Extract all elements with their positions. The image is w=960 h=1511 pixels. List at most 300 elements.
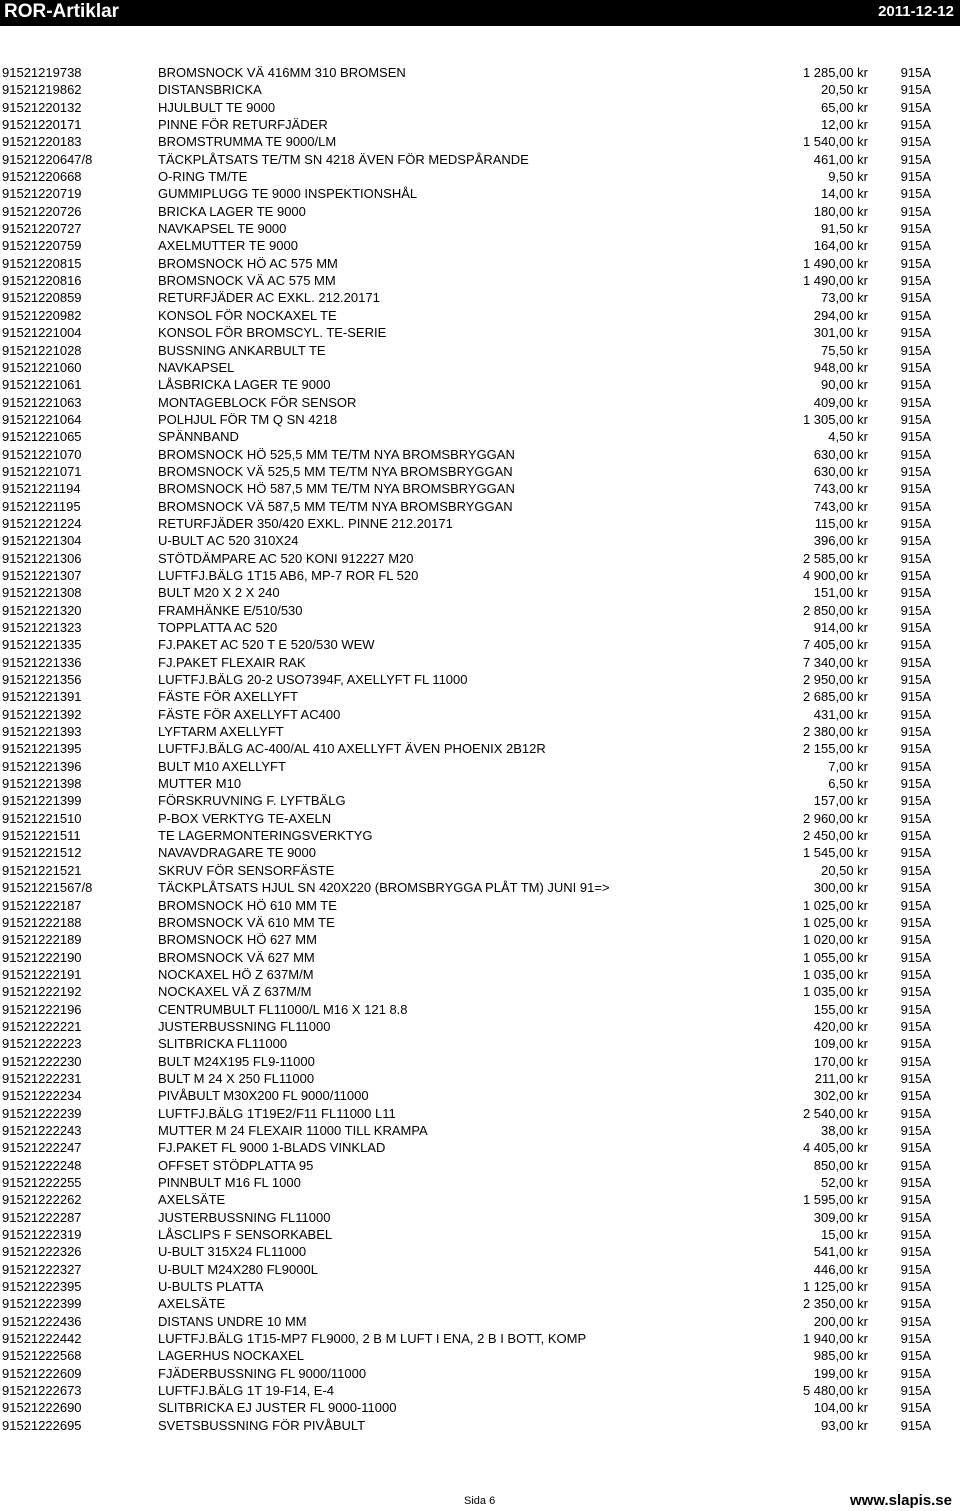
list-item [0,394,960,411]
list-item [0,237,960,254]
article-description: TÄCKPLÅTSATS TE/TM SN 4218 ÄVEN FÖR MEDSPÅRANDE [158,151,529,167]
article-description: FJÄDERBUSSNING FL 9000/11000 [158,1365,367,1381]
article-price: 2 960,00 kr [802,810,868,826]
article-description: GUMMIPLUGG TE 9000 INSPEKTIONSHÅL [158,186,418,202]
article-code: 915A [900,828,931,844]
article-description: BROMSNOCK VÄ 610 MM TE [158,914,335,930]
article-price: 157,00 kr [813,793,868,809]
article-price: 1 125,00 kr [802,1279,868,1295]
article-price: 302,00 kr [813,1088,868,1104]
article-code: 915A [900,1209,931,1225]
article-description: NAVKAPSEL [158,359,235,375]
article-number: 91521221194 [2,481,81,497]
article-description: LÅSBRICKA LAGER TE 9000 [158,377,331,393]
article-number: 91521221224 [2,515,82,531]
article-code: 915A [900,1365,931,1381]
article-price: 2 450,00 kr [802,828,868,844]
article-description: BROMSNOCK VÄ AC 575 MM [158,273,336,289]
article-number: 91521220815 [2,255,82,271]
article-number: 91521222609 [2,1365,82,1381]
list-item [0,1313,960,1330]
article-price: 75,50 kr [821,342,868,358]
article-code: 915A [900,342,931,358]
article-price: 109,00 kr [813,1036,868,1052]
article-price: 52,00 kr [821,1175,868,1190]
article-number: 91521220726 [2,203,82,219]
article-code: 915A [900,1383,931,1399]
article-number: 91521221060 [2,359,82,375]
article-number: 91521222436 [2,1313,82,1329]
article-number: 91521220668 [2,169,82,185]
article-code: 915A [900,498,931,514]
article-description: BROMSNOCK VÄ 627 MM [158,949,315,965]
list-item [0,862,960,879]
article-code: 915A [900,862,931,878]
article-number: 91521222191 [2,966,82,982]
article-description: DISTANSBRICKA [158,82,262,98]
article-number: 91521221061 [2,377,82,393]
list-item [0,185,960,202]
article-price: 446,00 kr [813,1261,868,1277]
article-description: BULT M 24 X 250 FL11000 [158,1070,315,1086]
article-code: 915A [900,169,931,185]
article-number: 91521221511 [2,828,81,844]
article-price: 630,00 kr [813,463,868,479]
list-item [0,550,960,567]
list-item [0,897,960,914]
article-price: 211,00 kr [814,1070,868,1086]
article-price: 4,50 kr [828,429,868,445]
article-code: 915A [900,1192,931,1208]
article-description: SLITBRICKA EJ JUSTER FL 9000-11000 [158,1400,397,1416]
article-code: 915A [900,203,931,219]
article-code: 915A [900,758,931,774]
article-number: 91521222188 [2,914,82,930]
article-number: 91521221398 [2,776,82,792]
article-number: 91521222221 [2,1018,82,1034]
article-number: 91521222326 [2,1244,82,1260]
article-number: 91521222187 [2,897,82,913]
article-number: 91521221335 [2,637,82,653]
list-item [0,307,960,324]
article-description: AXELSÄTE [158,1192,226,1208]
article-price: 65,00 kr [821,99,868,115]
article-description: PIVÅBULT M30X200 FL 9000/11000 [158,1088,369,1104]
article-code: 915A [900,1140,931,1156]
article-description: LUFTFJ.BÄLG 1T 19-F14, E-4 [158,1383,335,1399]
list-item [0,81,960,98]
list-item [0,1209,960,1226]
article-code: 915A [900,1105,931,1121]
article-code: 915A [900,880,931,896]
article-number: 91521221510 [2,810,82,826]
article-price: 1 305,00 kr [802,411,868,427]
article-price: 1 035,00 kr [802,966,868,982]
article-number: 91521222327 [2,1261,82,1277]
list-item [0,324,960,341]
article-description: BROMSNOCK VÄ 416MM 310 BROMSEN [158,65,406,80]
list-item [0,654,960,671]
article-description: MONTAGEBLOCK FÖR SENSOR [158,394,357,410]
article-code: 915A [900,463,931,479]
article-description: FJ.PAKET FL 9000 1-BLADS VINKLAD [158,1140,386,1156]
article-description: LÅSCLIPS F SENSORKABEL [158,1227,333,1243]
article-price: 90,00 kr [821,377,868,393]
article-code: 915A [900,897,931,913]
article-number: 91521221306 [2,550,82,566]
article-number: 91521221004 [2,325,82,341]
article-description: STÖTDÄMPARE AC 520 KONI 912227 M20 [158,550,414,566]
article-description: RETURFJÄDER AC EXKL. 212.20171 [158,290,380,306]
article-code: 915A [900,65,931,80]
article-number: 91521222287 [2,1209,82,1225]
article-price: 1 285,00 kr [802,65,868,80]
article-number: 91521222196 [2,1001,82,1017]
list-item [0,1157,960,1174]
article-code: 915A [900,1088,931,1104]
article-price: 1 490,00 kr [802,273,868,289]
article-description: FÄSTE FÖR AXELLYFT [158,689,298,705]
article-number: 91521222192 [2,984,82,1000]
article-number: 91521222223 [2,1036,82,1052]
article-price: 91,50 kr [821,221,868,237]
list-item [0,446,960,463]
article-code: 915A [900,567,931,583]
article-price: 1 490,00 kr [802,255,868,271]
article-price: 164,00 kr [813,238,868,254]
article-number: 91521220816 [2,273,82,289]
article-description: SPÄNNBAND [158,429,239,445]
list-item [0,827,960,844]
article-code: 915A [900,394,931,410]
article-price: 200,00 kr [813,1313,868,1329]
article-number: 91521222247 [2,1140,82,1156]
article-description: P-BOX VERKTYG TE-AXELN [158,810,332,826]
list-item [0,463,960,480]
article-code: 915A [900,273,931,289]
article-number: 91521222230 [2,1053,82,1069]
article-price: 850,00 kr [813,1157,868,1173]
article-number: 91521222255 [2,1175,82,1190]
article-description: CENTRUMBULT FL11000/L M16 X 121 8.8 [158,1001,408,1017]
article-code: 915A [900,481,931,497]
article-description: BROMSNOCK VÄ 525,5 MM TE/TM NYA BROMSBRYGGAN [158,463,513,479]
article-number: 91521221070 [2,446,82,462]
list-item [0,1001,960,1018]
article-code: 915A [900,637,931,653]
list-item [0,1053,960,1070]
article-number: 91521220859 [2,290,82,306]
article-price: 743,00 kr [813,481,868,497]
article-description: SVETSBUSSNING FÖR PIVÅBULT [158,1417,366,1433]
article-description: HJULBULT TE 9000 [158,99,276,115]
list-item [0,116,960,133]
list-item [0,1243,960,1260]
list-item [0,133,960,150]
article-number: 91521221399 [2,793,82,809]
list-item [0,515,960,532]
article-description: BUSSNING ANKARBULT TE [158,342,326,358]
article-price: 1 020,00 kr [802,932,868,948]
article-description: O-RING TM/TE [158,169,248,185]
list-item [0,1382,960,1399]
article-number: 91521221393 [2,724,82,740]
article-price: 20,50 kr [821,82,868,98]
article-code: 915A [900,602,931,618]
article-code: 915A [900,1244,931,1260]
article-number: 91521221521 [2,862,82,878]
article-number: 91521222695 [2,1417,82,1433]
article-description: TÄCKPLÅTSATS HJUL SN 420X220 (BROMSBRYGGA PLÅT TM) JUNI 91=> [158,880,610,896]
article-number: 91521222319 [2,1227,82,1243]
article-code: 915A [900,793,931,809]
article-description: BROMSNOCK HÖ 610 MM TE [158,897,337,913]
article-price: 73,00 kr [821,290,868,306]
article-number: 91521220982 [2,307,82,323]
article-number: 91521221063 [2,394,82,410]
article-description: NAVKAPSEL TE 9000 [158,221,287,237]
article-code: 915A [900,1313,931,1329]
article-price: 294,00 kr [813,307,868,323]
article-price: 20,50 kr [821,862,868,878]
article-price: 7 405,00 kr [802,637,868,653]
article-code: 915A [900,845,931,861]
list-item [0,602,960,619]
article-number: 91521221071 [2,463,82,479]
list-item [0,1105,960,1122]
list-item [0,203,960,220]
article-price: 2 950,00 kr [802,672,868,688]
list-item [0,99,960,116]
article-code: 915A [900,932,931,948]
article-price: 180,00 kr [813,203,868,219]
article-price: 2 685,00 kr [802,689,868,705]
article-code: 915A [900,1122,931,1138]
article-code: 915A [900,186,931,202]
article-code: 915A [900,1331,931,1347]
article-description: PINNBULT M16 FL 1000 [158,1175,301,1190]
article-description: BROMSNOCK HÖ 587,5 MM TE/TM NYA BROMSBRYGGAN [158,481,515,497]
article-code: 915A [900,1279,931,1295]
article-price: 1 025,00 kr [802,914,868,930]
article-code: 915A [900,134,931,150]
article-description: NAVAVDRAGARE TE 9000 [158,845,316,861]
article-number: 91521222262 [2,1192,82,1208]
article-code: 915A [900,1157,931,1173]
article-number: 91521220132 [2,99,82,115]
article-number: 91521221392 [2,706,82,722]
article-price: 115,00 kr [814,515,868,531]
article-price: 9,50 kr [828,169,868,185]
article-description: BULT M20 X 2 X 240 [158,585,280,601]
article-number: 91521222243 [2,1122,82,1138]
article-description: FJ.PAKET FLEXAIR RAK [158,654,306,670]
article-price: 1 035,00 kr [802,984,868,1000]
article-code: 915A [900,429,931,445]
list-item [0,671,960,688]
list-item [0,619,960,636]
list-item [0,1365,960,1382]
article-price: 7 340,00 kr [802,654,868,670]
article-code: 915A [900,411,931,427]
article-description: NOCKAXEL VÄ Z 637M/M [158,984,312,1000]
list-item [0,740,960,757]
list-item [0,567,960,584]
article-price: 14,00 kr [821,186,868,202]
article-number: 91521221304 [2,533,82,549]
list-item [0,1139,960,1156]
list-item [0,1174,960,1191]
article-code: 915A [900,325,931,341]
article-code: 915A [900,776,931,792]
article-price: 301,00 kr [813,325,868,341]
article-price: 985,00 kr [813,1348,868,1364]
list-item [0,775,960,792]
article-price: 93,00 kr [821,1417,868,1433]
list-item [0,1070,960,1087]
list-item [0,1278,960,1295]
article-price: 170,00 kr [813,1053,868,1069]
article-code: 915A [900,689,931,705]
list-item [0,64,960,81]
article-description: SKRUV FÖR SENSORFÄSTE [158,862,335,878]
article-price: 2 850,00 kr [802,602,868,618]
article-number: 91521221195 [2,498,81,514]
article-price: 4 900,00 kr [802,567,868,583]
article-price: 6,50 kr [828,776,868,792]
list-item [0,758,960,775]
article-description: LUFTFJ.BÄLG 20-2 USO7394F, AXELLYFT FL 11000 [158,672,468,688]
article-code: 915A [900,984,931,1000]
list-item [0,342,960,359]
article-number: 91521221336 [2,654,82,670]
article-price: 300,00 kr [813,880,868,896]
article-description: LUFTFJ.BÄLG 1T19E2/F11 FL11000 L11 [158,1105,396,1121]
article-description: MUTTER M 24 FLEXAIR 11000 TILL KRAMPA [158,1122,428,1138]
article-number: 91521221028 [2,342,82,358]
article-price: 199,00 kr [813,1365,868,1381]
article-number: 91521219738 [2,65,82,80]
article-code: 915A [900,1400,931,1416]
list-item [0,792,960,809]
list-item [0,220,960,237]
article-description: AXELMUTTER TE 9000 [158,238,298,254]
article-code: 915A [900,914,931,930]
article-price: 914,00 kr [813,620,868,635]
article-price: 461,00 kr [813,151,868,167]
article-description: LUFTFJ.BÄLG 1T15-MP7 FL9000, 2 B M LUFT I ENA, 2 B I BOTT, KOMP [158,1331,587,1347]
article-description: TOPPLATTA AC 520 [158,620,278,635]
article-price: 396,00 kr [813,533,868,549]
article-number: 91521222234 [2,1088,82,1104]
article-code: 915A [900,359,931,375]
article-price: 2 540,00 kr [802,1105,868,1121]
list-item [0,706,960,723]
article-price: 1 545,00 kr [802,845,868,861]
article-number: 91521221356 [2,672,82,688]
list-item [0,1295,960,1312]
list-item [0,255,960,272]
article-list [0,64,960,1434]
list-item [0,1417,960,1434]
article-description: JUSTERBUSSNING FL11000 [158,1209,331,1225]
list-item [0,1226,960,1243]
list-item [0,949,960,966]
list-item [0,810,960,827]
article-code: 915A [900,82,931,98]
article-price: 420,00 kr [813,1018,868,1034]
article-code: 915A [900,966,931,982]
article-price: 948,00 kr [813,359,868,375]
article-number: 91521222442 [2,1331,82,1347]
article-price: 2 380,00 kr [802,724,868,740]
list-item [0,723,960,740]
article-number: 91521220759 [2,238,82,254]
article-code: 915A [900,99,931,115]
article-description: FÄSTE FÖR AXELLYFT AC400 [158,706,341,722]
article-number: 91521220719 [2,186,82,202]
list-item [0,289,960,306]
list-item [0,983,960,1000]
article-price: 7,00 kr [828,758,868,774]
list-item [0,1122,960,1139]
article-code: 915A [900,377,931,393]
article-price: 1 540,00 kr [802,134,868,150]
article-price: 309,00 kr [813,1209,868,1225]
article-description: AXELSÄTE [158,1296,226,1312]
article-description: KONSOL FÖR BROMSCYL. TE-SERIE [158,325,387,341]
list-item [0,151,960,168]
list-item [0,1087,960,1104]
article-description: BROMSNOCK HÖ 525,5 MM TE/TM NYA BROMSBRYGGAN [158,446,515,462]
article-description: LAGERHUS NOCKAXEL [158,1348,304,1364]
list-item [0,428,960,445]
article-description: FRAMHÄNKE E/510/530 [158,602,303,618]
article-description: BROMSNOCK VÄ 587,5 MM TE/TM NYA BROMSBRYGGAN [158,498,513,514]
article-description: BROMSTRUMMA TE 9000/LM [158,134,337,150]
article-code: 915A [900,1296,931,1312]
article-description: POLHJUL FÖR TM Q SN 4218 [158,411,338,427]
article-number: 91521220647/8 [2,151,93,167]
article-number: 91521222231 [2,1070,82,1086]
article-price: 1 595,00 kr [802,1192,868,1208]
site-link[interactable]: www.slapis.se [850,1492,952,1509]
article-price: 15,00 kr [821,1227,868,1243]
article-number: 91521222189 [2,932,82,948]
list-item [0,359,960,376]
article-number: 91521221320 [2,602,82,618]
article-number: 91521221395 [2,741,82,757]
article-description: LYFTARM AXELLYFT [158,724,284,740]
article-code: 915A [900,533,931,549]
article-code: 915A [900,1001,931,1017]
article-price: 1 055,00 kr [802,949,868,965]
article-description: KONSOL FÖR NOCKAXEL TE [158,307,337,323]
article-code: 915A [900,1417,931,1433]
article-description: U-BULT AC 520 310X24 [158,533,299,549]
article-code: 915A [900,238,931,254]
article-description: FJ.PAKET AC 520 T E 520/530 WEW [158,637,375,653]
document-date: 2011-12-12 [878,3,954,20]
article-price: 155,00 kr [813,1001,868,1017]
article-price: 431,00 kr [813,706,868,722]
list-item [0,1399,960,1416]
article-code: 915A [900,1036,931,1052]
article-price: 409,00 kr [813,394,868,410]
article-number: 91521222690 [2,1400,82,1416]
document-title: ROR-Artiklar [4,1,120,22]
article-description: U-BULTS PLATTA [158,1279,264,1295]
